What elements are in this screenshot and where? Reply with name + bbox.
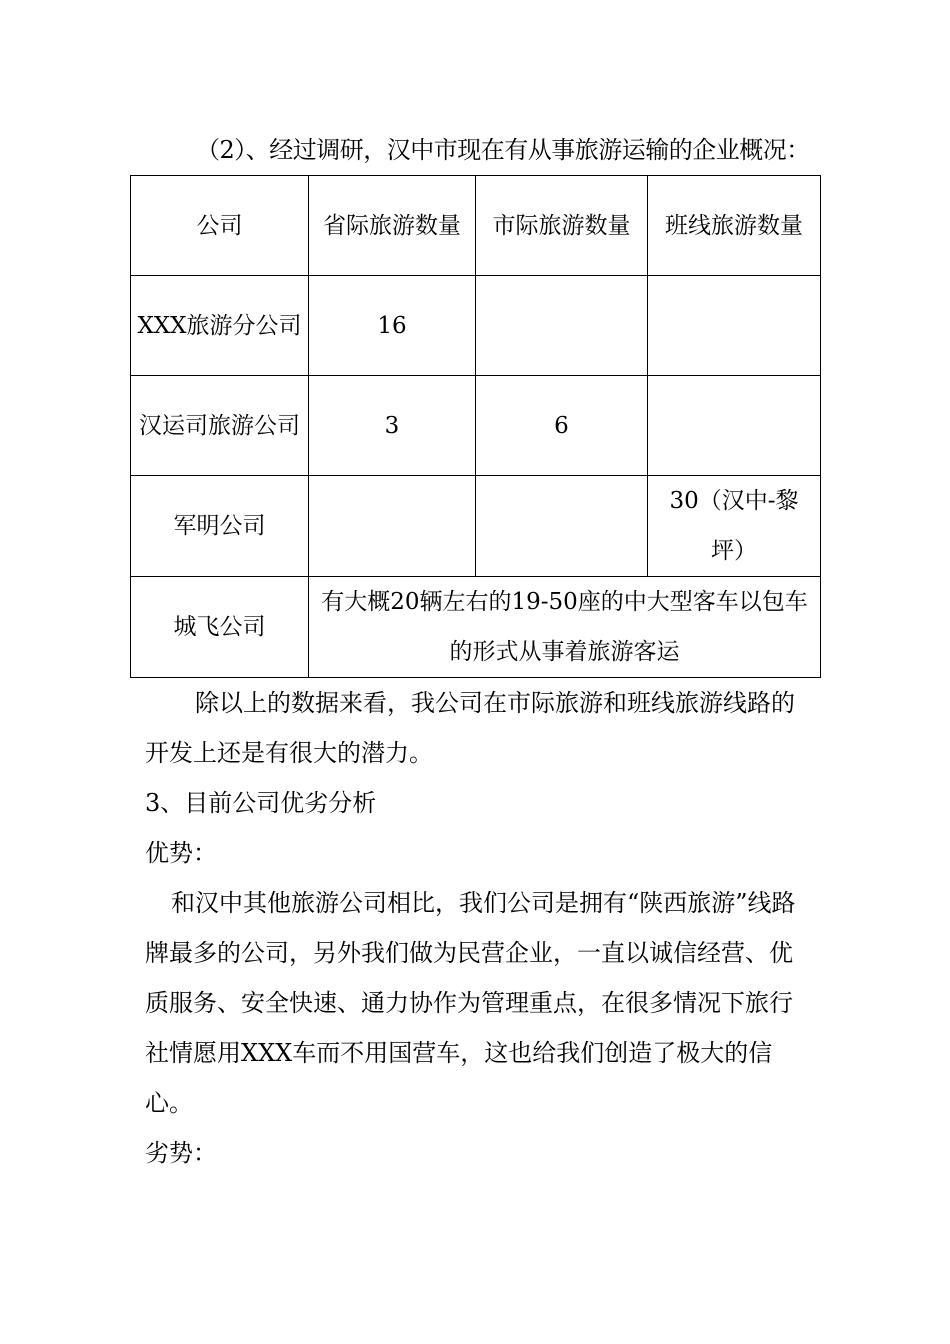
table-intro: （2）、经过调研，汉中市现在有从事旅游运输的企业概况： [196, 136, 810, 164]
section-title: 3、目前公司优劣分析 [145, 789, 377, 817]
cell-company: 城飞公司 [131, 577, 309, 678]
cell-city [476, 476, 648, 577]
conclusion-paragraph: 除以上的数据来看，我公司在市际旅游和班线旅游线路的开发上还是有很大的潜力。 [145, 689, 795, 767]
table-row [131, 577, 821, 678]
cell-company: XXX旅游分公司 [131, 276, 309, 376]
table-row [131, 376, 821, 476]
cell-route [648, 376, 821, 476]
cell-provincial: 3 [309, 376, 476, 476]
header-city: 市际旅游数量 [476, 176, 648, 276]
company-table [130, 175, 821, 678]
advantage-label: 优势： [145, 839, 217, 867]
table-row [131, 276, 821, 376]
header-company: 公司 [131, 176, 309, 276]
header-provincial: 省际旅游数量 [309, 176, 476, 276]
disadvantage-label: 劣势： [145, 1139, 217, 1167]
cell-route: 30（汉中-黎坪） [648, 476, 821, 577]
cell-company: 军明公司 [131, 476, 309, 577]
cell-company: 汉运司旅游公司 [131, 376, 309, 476]
cell-merged-note: 有大概20辆左右的19-50座的中大型客车以包车的形式从事着旅游客运 [309, 577, 821, 678]
cell-provincial: 16 [309, 276, 476, 376]
advantage-paragraph: 和汉中其他旅游公司相比，我们公司是拥有“陕西旅游”线路牌最多的公司，另外我们做为民营企业，一直以诚信经营、优质服务、安全快速、通力协作为管理重点，在很多情况下旅行社情愿用XXX车而不用国营车，这也给我们创造了极大的信心。 [145, 889, 796, 1117]
cell-provincial [309, 476, 476, 577]
cell-route [648, 276, 821, 376]
cell-city: 6 [476, 376, 648, 476]
header-route: 班线旅游数量 [648, 176, 821, 276]
cell-city [476, 276, 648, 376]
table-header-row [131, 176, 821, 276]
table-row [131, 476, 821, 577]
